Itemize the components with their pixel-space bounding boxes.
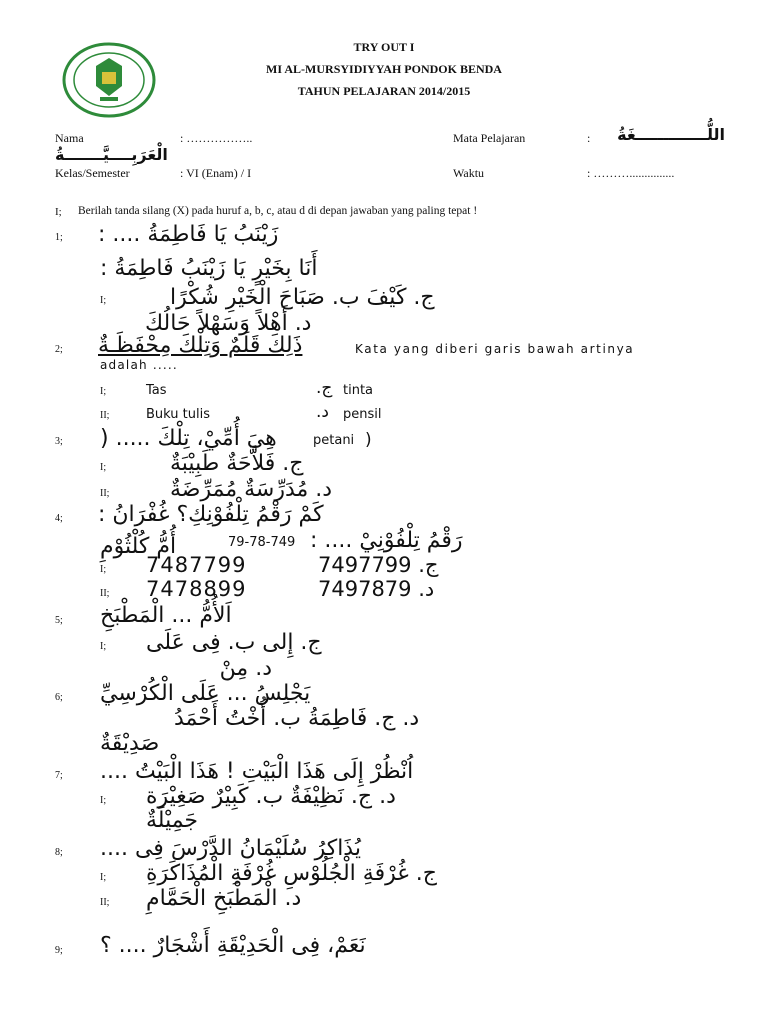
q8-options-row2: د. الْمَطْبَخِ الْحَمَّامِ bbox=[146, 886, 302, 911]
q7-options-row2: جَمِيْلَةٌ bbox=[146, 808, 199, 833]
subject-value-1: اللُّـــــــــــــغَةُ bbox=[617, 125, 725, 144]
q1-number: 1; bbox=[55, 232, 63, 243]
name-label: Nama bbox=[55, 131, 84, 145]
q2-roman1: I; bbox=[100, 386, 107, 397]
q8-roman2: II; bbox=[100, 897, 110, 908]
q4-answer-ar-left: أُمُّ كُلْثُوْمِ bbox=[100, 534, 177, 559]
q7-roman: I; bbox=[100, 795, 107, 806]
academic-year: TAHUN PELAJARAN 2014/2015 bbox=[297, 84, 471, 98]
q9-arabic: نَعَمْ، فِى الْحَدِيْقَةِ أَشْجَارٌ .... ؟ bbox=[100, 933, 366, 958]
q5-options-row2: د. مِنْ bbox=[219, 656, 272, 681]
q3-roman1: I; bbox=[100, 462, 107, 473]
exam-title: TRY OUT I bbox=[353, 40, 415, 54]
q1-roman: I; bbox=[100, 295, 107, 306]
q1-options-row1: ج. كَيْفَ ب. صَبَاحَ الْخَيْرِ شُكْرًا bbox=[170, 285, 435, 310]
q4-option-a: 7487799 bbox=[146, 553, 247, 577]
time-label: Waktu bbox=[453, 166, 485, 180]
q8-arabic: يُذَاكِرُ سُلَيْمَانُ الدَّرْسَ فِى .... bbox=[100, 836, 361, 861]
q7-number: 7; bbox=[55, 770, 63, 781]
q4-arabic: كَمْ رَقْمُ تِلْفُوْنِكِ؟ غُفْرَانُ : bbox=[98, 502, 324, 527]
q5-roman: I; bbox=[100, 641, 107, 652]
q4-answer-ar-right: رَقْمُ تِلْفُوْنِيْ .... : bbox=[310, 528, 463, 553]
q2-roman2: II; bbox=[100, 410, 110, 421]
q1-options-row2: د. أَهْلاً وَسَهْلاً حَالُكَ bbox=[145, 311, 312, 336]
school-name: MI AL-MURSYIDIYYAH PONDOK BENDA bbox=[266, 62, 502, 76]
q7-options-row1: د. ج. نَظِيْفَةٌ ب. كَبِيْرٌ صَغِيْرَة bbox=[146, 784, 396, 809]
q4-option-d: 7497879 .د bbox=[318, 577, 435, 601]
q2-arabic: ذَلِكَ قَلَمٌ وَتِلْكَ مِحْفَظَـةٌ bbox=[98, 333, 303, 358]
q2-option-a: Tas bbox=[146, 383, 167, 398]
subject-label: Mata Pelajaran bbox=[453, 131, 526, 145]
q3-arabic: هِيَ أُمِّيْ، تِلْكَ ..... ( bbox=[100, 426, 277, 451]
q2-option-c-letter: ج. bbox=[316, 378, 333, 398]
q3-number: 3; bbox=[55, 436, 63, 447]
q7-arabic: اُنْظُرْ إِلَى هَذَا الْبَيْتِ ! هَذَا الْبَيْتُ .... bbox=[100, 759, 414, 784]
q4-number: 4; bbox=[55, 513, 63, 524]
q2-text-line2: adalah ..... bbox=[100, 358, 178, 372]
q8-roman1: I; bbox=[100, 872, 107, 883]
name-value: : …………….. bbox=[180, 131, 253, 145]
q8-number: 8; bbox=[55, 847, 63, 858]
q9-number: 9; bbox=[55, 945, 63, 956]
q4-roman2: II; bbox=[100, 588, 110, 599]
q3-options-row2: د. مُدَرِّسَةٌ مُمَرِّضَةٌ bbox=[170, 477, 333, 502]
section-instruction: Berilah tanda silang (X) pada huruf a, b, c, atau d di depan jawaban yang paling tepat ! bbox=[78, 205, 478, 217]
class-value: : VI (Enam) / I bbox=[180, 166, 252, 180]
q3-latin-hint: petani bbox=[313, 433, 355, 448]
q4-roman1: I; bbox=[100, 564, 107, 575]
q2-option-c: tinta bbox=[343, 383, 374, 398]
q6-options-row2: صَدِيْقَةٌ bbox=[100, 731, 160, 756]
q5-arabic: اَلأُمُّ ... الْمَطْبَخِ bbox=[100, 603, 232, 628]
q8-options-row1: ج. غُرْفَةِ الْجُلُوْسِ غُرْفَةِ الْمُذَاكَرَةِ bbox=[146, 861, 437, 886]
q4-answer-number: 79-78-749 bbox=[228, 535, 296, 550]
q6-number: 6; bbox=[55, 692, 63, 703]
q6-arabic: يَجْلِسُ ... عَلَى الْكُرْسِيِّ bbox=[100, 681, 311, 706]
q2-option-b: Buku tulis bbox=[146, 407, 210, 422]
q2-number: 2; bbox=[55, 344, 63, 355]
q4-option-c: 7497799 .ج bbox=[318, 553, 439, 577]
q5-number: 5; bbox=[55, 615, 63, 626]
subject-value-2: الْعَرَبِــــيَّـــــــةُ bbox=[55, 145, 168, 164]
q2-text-line1: Kata yang diberi garis bawah artinya bbox=[355, 342, 635, 356]
q6-options-row1: د. ج. فَاطِمَةُ ب. أُخْتُ أَحْمَدُ bbox=[174, 706, 420, 731]
q2-option-d-letter: د. bbox=[316, 402, 329, 422]
q3-close-paren: ) bbox=[365, 430, 372, 450]
time-value: : ………............... bbox=[587, 166, 675, 180]
q1-question: زَيْنَبُ يَا فَاطِمَةُ .... : bbox=[98, 222, 279, 247]
section-number: I; bbox=[55, 206, 62, 218]
q2-option-d: pensil bbox=[343, 407, 382, 422]
q5-options-row1: ج. إِلى ب. فِى عَلَى bbox=[146, 630, 322, 655]
q1-answer: أَنَا بِخَيْرٍ يَا زَيْنَبُ فَاطِمَةُ : bbox=[100, 256, 318, 281]
q3-options-row1: ج. فَلاَّحَةٌ طَبِيْبَةٌ bbox=[170, 451, 304, 476]
subject-colon: : bbox=[587, 131, 591, 145]
q3-roman2: II; bbox=[100, 488, 110, 499]
q4-option-b: 7478899 bbox=[146, 577, 247, 601]
class-label: Kelas/Semester bbox=[55, 166, 130, 180]
